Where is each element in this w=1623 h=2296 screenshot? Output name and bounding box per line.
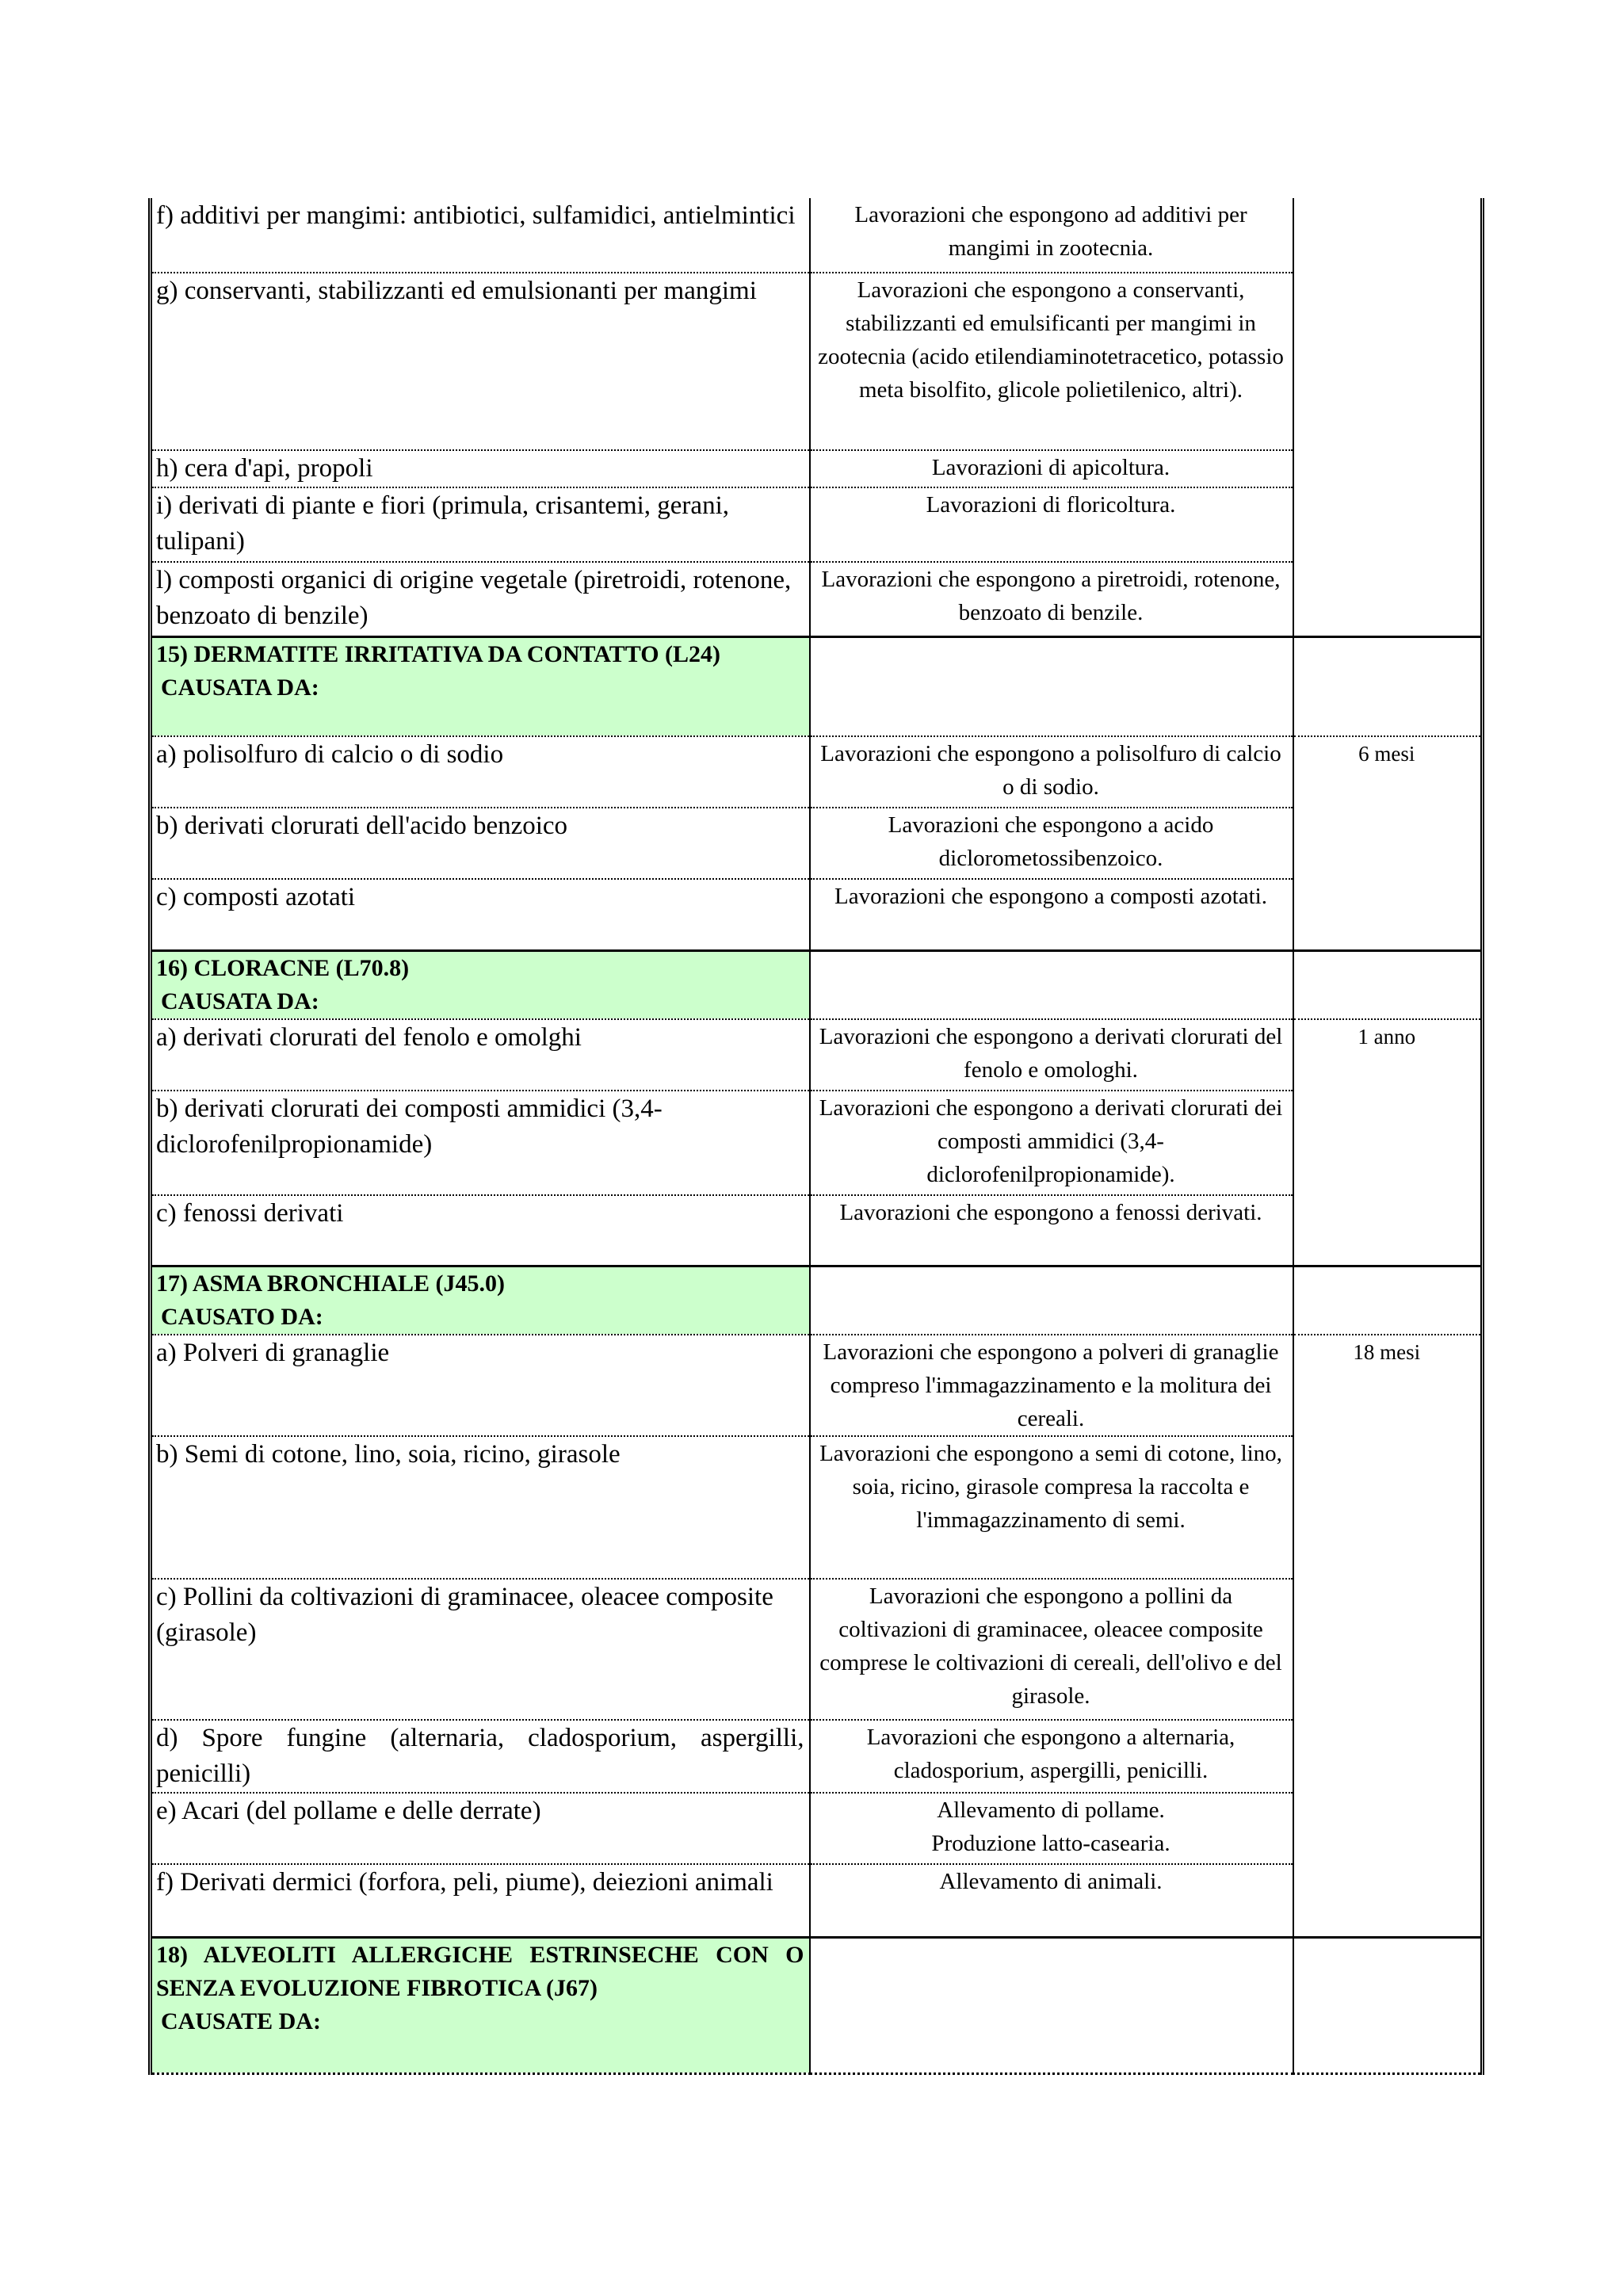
period-cell — [1293, 879, 1483, 950]
work-cell — [810, 1937, 1293, 2073]
table-row — [151, 1579, 1483, 1720]
agent-cell: h) cera d'api, propoli — [151, 450, 810, 487]
work-line: Allevamento di pollame. — [937, 1797, 1165, 1823]
table-row — [151, 1091, 1483, 1195]
work-cell: Lavorazioni che espongono a semi di cotone, lino, soia, ricino, girasole compresa la raccolta e l'immagazzinamento di semi. — [810, 1436, 1293, 1579]
period-cell — [1293, 1720, 1483, 1793]
period-cell — [1293, 1436, 1483, 1579]
agent-cell: f) Derivati dermici (forfora, peli, piume), deiezioni animali — [156, 1868, 773, 1897]
caused-by-label: CAUSATA DA: — [161, 988, 319, 1014]
agent-cell: i) derivati di piante e fiori (primula, crisantemi, gerani, tulipani) — [151, 487, 810, 562]
period-cell — [1293, 808, 1483, 879]
period-cell — [1293, 1091, 1483, 1195]
work-cell — [810, 1793, 1293, 1864]
section-16-title — [151, 950, 810, 1019]
agent-cell: c) Pollini da coltivazioni di graminacee, oleacee composite (girasole) — [151, 1579, 810, 1720]
work-cell: Lavorazioni che espongono a derivati clorurati del fenolo e omologhi. — [810, 1019, 1293, 1091]
period-cell — [1293, 487, 1483, 562]
agent-cell: a) Polveri di granaglie — [151, 1335, 810, 1436]
work-cell — [810, 1266, 1293, 1335]
section-header-row — [151, 950, 1483, 1019]
section-title: 15) DERMATITE IRRITATIVA DA CONTATTO (L24) — [156, 640, 721, 667]
section-header-row — [151, 1937, 1483, 2073]
work-cell: Lavorazioni che espongono a polisolfuro di calcio o di sodio. — [810, 736, 1293, 808]
period-cell — [1293, 450, 1483, 487]
section-18-title — [151, 1937, 810, 2073]
period-cell — [1293, 1937, 1483, 2073]
table-row — [151, 273, 1483, 450]
table-row — [151, 808, 1483, 879]
table-row — [151, 1864, 1483, 1937]
agent-cell: c) composti azotati — [156, 883, 356, 911]
period-cell: 6 mesi — [1293, 736, 1483, 808]
agent-cell: c) fenossi derivati — [156, 1198, 344, 1228]
agent-cell: b) derivati clorurati dell'acido benzoico — [151, 808, 810, 879]
agent-cell: g) conservanti, stabilizzanti ed emulsionanti per mangimi — [151, 273, 810, 450]
work-cell: Lavorazioni che espongono a pollini da coltivazioni di graminacee, oleacee composite comprese le coltivazioni di cereali, dell'olivo e del girasole. — [810, 1579, 1293, 1720]
work-cell — [810, 950, 1293, 1019]
table-row — [151, 1019, 1483, 1091]
agent-cell: b) derivati clorurati dei composti ammidici (3,4-diclorofenilpropionamide) — [151, 1091, 810, 1195]
work-cell: Lavorazioni che espongono a polveri di granaglie compreso l'immagazzinamento e la molitura dei cereali. — [810, 1335, 1293, 1436]
period-cell: 18 mesi — [1293, 1335, 1483, 1436]
work-line: Produzione latto-casearia. — [931, 1831, 1170, 1856]
caused-by-label: CAUSATE DA: — [161, 2008, 321, 2034]
period-cell — [1293, 562, 1483, 636]
work-cell: Lavorazioni che espongono a fenossi derivati. — [810, 1195, 1293, 1266]
work-cell — [810, 636, 1293, 736]
table-row — [151, 879, 1483, 950]
table-row — [151, 1195, 1483, 1266]
section-title: 16) CLORACNE (L70.8) — [156, 954, 410, 981]
section-15-title — [151, 636, 810, 736]
table-row — [151, 1720, 1483, 1793]
table-row — [151, 198, 1483, 273]
table-row — [151, 736, 1483, 808]
work-cell: Allevamento di animali. — [810, 1864, 1293, 1937]
period-cell — [1293, 1793, 1483, 1864]
period-cell — [1293, 273, 1483, 450]
period-cell — [1293, 636, 1483, 736]
work-cell: Lavorazioni di floricoltura. — [810, 487, 1293, 562]
table-row — [151, 1793, 1483, 1864]
work-cell: Lavorazioni che espongono a composti azotati. — [810, 879, 1293, 950]
caused-by-label: CAUSATO DA: — [161, 1304, 323, 1330]
work-cell: Lavorazioni che espongono a piretroidi, rotenone, benzoato di benzile. — [810, 562, 1293, 636]
section-17-title — [151, 1266, 810, 1335]
period-cell — [1293, 198, 1483, 273]
table-row — [151, 1436, 1483, 1579]
period-cell — [1293, 1864, 1483, 1937]
occupational-disease-table — [148, 198, 1484, 2075]
work-cell: Lavorazioni che espongono a conservanti, stabilizzanti ed emulsificanti per mangimi in zootecnia (acido etilendiaminotetracetico, potassio meta bisolfito, glicole polietilenico, altri). — [810, 273, 1293, 450]
agent-cell: e) Acari (del pollame e delle derrate) — [151, 1793, 810, 1864]
section-title: 18) ALVEOLITI ALLERGICHE ESTRINSECHE CON O SENZA EVOLUZIONE FIBROTICA (J67) — [156, 1941, 804, 2001]
period-cell: 1 anno — [1293, 1019, 1483, 1091]
work-cell: Lavorazioni che espongono a derivati clorurati dei composti ammidici (3,4-diclorofenilpropionamide). — [810, 1091, 1293, 1195]
table-row — [151, 450, 1483, 487]
period-cell — [1293, 1266, 1483, 1335]
agent-cell: a) polisolfuro di calcio o di sodio — [151, 736, 810, 808]
work-cell: Lavorazioni che espongono a alternaria, cladosporium, aspergilli, penicilli. — [810, 1720, 1293, 1793]
agent-cell: a) derivati clorurati del fenolo e omolghi — [151, 1019, 810, 1091]
table-row — [151, 487, 1483, 562]
period-cell — [1293, 1195, 1483, 1266]
work-cell: Lavorazioni di apicoltura. — [810, 450, 1293, 487]
section-header-row — [151, 636, 1483, 736]
agent-cell: f) additivi per mangimi: antibiotici, sulfamidici, antielmintici — [151, 198, 810, 273]
caused-by-label: CAUSATA DA: — [161, 674, 319, 701]
section-header-row — [151, 1266, 1483, 1335]
period-cell — [1293, 1579, 1483, 1720]
period-cell — [1293, 950, 1483, 1019]
table-row — [151, 562, 1483, 636]
agent-cell: l) composti organici di origine vegetale (piretroidi, rotenone, benzoato di benzile) — [151, 562, 810, 636]
table-row — [151, 1335, 1483, 1436]
section-title: 17) ASMA BRONCHIALE (J45.0) — [156, 1270, 506, 1297]
work-cell: Lavorazioni che espongono a acido diclorometossibenzoico. — [810, 808, 1293, 879]
agent-cell: d) Spore fungine (alternaria, cladosporium, aspergilli, penicilli) — [151, 1720, 810, 1793]
work-cell: Lavorazioni che espongono ad additivi per mangimi in zootecnia. — [810, 198, 1293, 273]
agent-cell: b) Semi di cotone, lino, soia, ricino, girasole — [151, 1436, 810, 1579]
